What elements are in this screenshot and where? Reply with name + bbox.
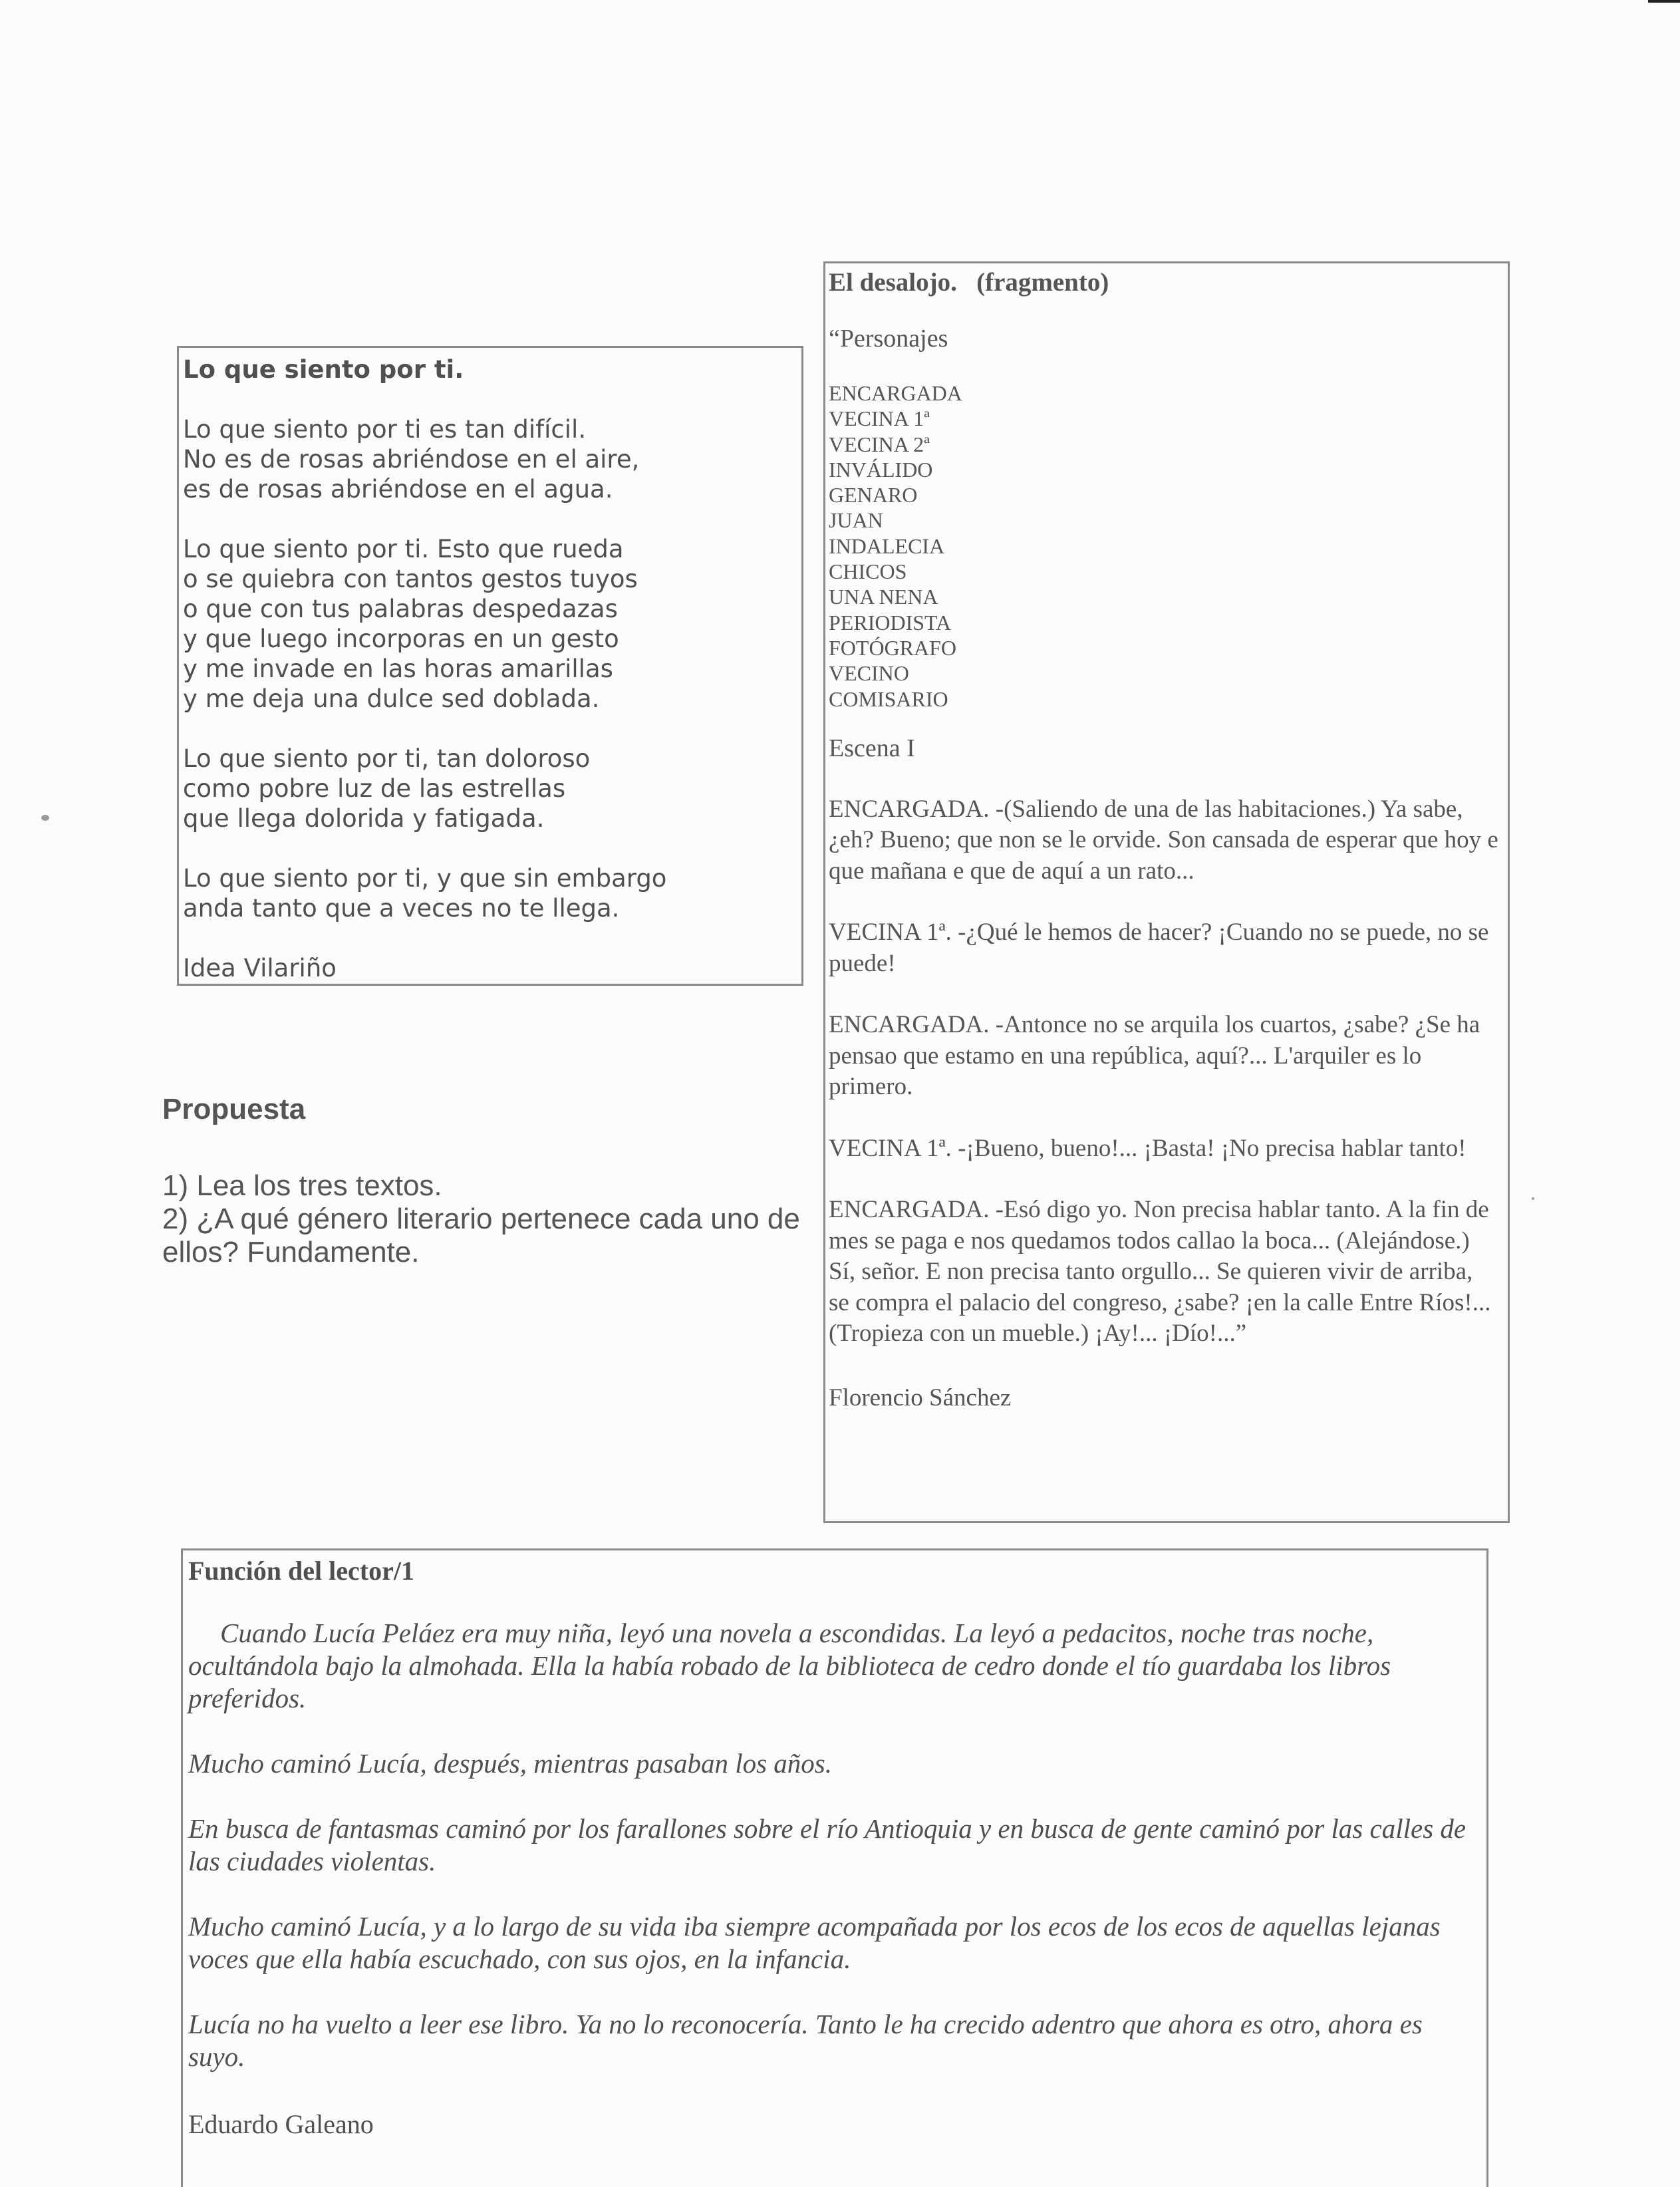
cast-item: JUAN: [829, 508, 883, 533]
reader-paragraph: Mucho caminó Lucía, después, mientras pasaban los años.: [188, 1748, 833, 1779]
scan-edge-mark: [1648, 0, 1680, 3]
reader-title: Función del lector/1: [188, 1556, 414, 1586]
cast-item: INVÁLIDO: [829, 457, 933, 482]
poem-line: es de rosas abriéndose en el agua.: [183, 475, 613, 504]
poem-stanza: [183, 744, 801, 833]
poem-line: Lo que siento por ti, tan doloroso: [183, 744, 591, 773]
cast-item: VECINA 1ª: [829, 406, 930, 431]
dialogue-line: ENCARGADA. -Esó digo yo. Non precisa hablar tanto. A la fin de mes se paga e nos quedamos todos callao la boca... (Alejándose.) Sí, señor. E non precisa tanto orgullo... Se quieren vivir de arriba, se compra el palacio del congreso, ¿sabe? ¡en la calle Entre Ríos!... (Tropieza con un mueble.) ¡Ay!... ¡Dío!...”: [829, 1196, 1491, 1348]
cast-item: COMISARIO: [829, 686, 948, 711]
cast-item: VECINO: [829, 661, 909, 686]
poem-line: Lo que siento por ti, y que sin embargo: [183, 864, 667, 893]
cast-heading: “Personajes: [829, 325, 948, 353]
cast-item: INDALECIA: [829, 533, 945, 558]
poem-line: anda tanto que a veces no te llega.: [183, 894, 620, 923]
proposal-section: [162, 1091, 801, 1269]
cast-item: UNA NENA: [829, 585, 938, 609]
reader-paragraph: En busca de fantasmas caminó por los farallones sobre el río Antioquia y en busca de gente caminó por las calles de las ciudades violentas.: [188, 1813, 1467, 1876]
reader-paragraph: Cuando Lucía Peláez era muy niña, leyó una novela a escondidas. La leyó a pedacitos, noche tras noche, ocultándola bajo la almohada. Ella la había robado de la biblioteca de cedro donde el tío guardaba los libros preferidos.: [188, 1618, 1391, 1713]
play-title: El desalojo. (fragmento): [829, 268, 1109, 297]
poem-author: Idea Vilariño: [183, 954, 337, 982]
play-box: [823, 261, 1510, 1523]
cast-item: GENARO: [829, 483, 918, 508]
dialogue-line: VECINA 1ª. -¡Bueno, bueno!... ¡Basta! ¡No precisa hablar tanto!: [829, 1134, 1467, 1162]
cast-item: FOTÓGRAFO: [829, 635, 957, 660]
reader-paragraph: Mucho caminó Lucía, y a lo largo de su vida iba siempre acompañada por los ecos de los ecos de aquellas lejanas voces que ella había escuchado, con sus ojos, en la infancia.: [188, 1911, 1441, 1974]
dialogue-line: ENCARGADA. -(Saliendo de una de las habitaciones.) Ya sabe, ¿eh? Bueno; que non se le orvide. Son cansada de esperar que hoy e que mañana e que de aquí a un rato...: [829, 795, 1498, 885]
poem-line: o se quiebra con tantos gestos tuyos: [183, 565, 638, 593]
poem-stanza: [183, 863, 801, 923]
proposal-item: 1) Lea los tres textos.: [162, 1169, 442, 1202]
poem-line: y me deja una dulce sed doblada.: [183, 684, 600, 713]
proposal-heading: Propuesta: [162, 1093, 306, 1125]
reader-box: [181, 1548, 1488, 2187]
proposal-list: [162, 1169, 801, 1269]
scan-speck: [1532, 1197, 1534, 1200]
poem-line: No es de rosas abriéndose en el aire,: [183, 445, 640, 474]
cast-item: VECINA 2ª: [829, 432, 930, 456]
cast-item: PERIODISTA: [829, 610, 952, 635]
poem-line: y me invade en las horas amarillas: [183, 655, 613, 683]
play-author: Florencio Sánchez: [829, 1384, 1012, 1411]
reader-paragraph: Lucía no ha vuelto a leer ese libro. Ya no lo reconocería. Tanto le ha crecido adentro que ahora es otro, ahora es suyo.: [188, 2009, 1423, 2072]
scene-heading: Escena I: [829, 734, 915, 762]
cast-item: CHICOS: [829, 559, 907, 584]
poem-line: o que con tus palabras despedazas: [183, 595, 618, 623]
cast-list: [829, 380, 1508, 712]
dialogue-line: ENCARGADA. -Antonce no se arquila los cuartos, ¿sabe? ¿Se ha pensao que estamo en una república, aquí?... L'arquiler es lo primero.: [829, 1011, 1480, 1101]
poem-line: Lo que siento por ti. Esto que rueda: [183, 535, 624, 563]
reader-author: Eduardo Galeano: [188, 2109, 374, 2139]
poem-stanza: [183, 534, 801, 714]
cast-item: ENCARGADA: [829, 381, 962, 405]
poem-stanza: [183, 414, 801, 504]
poem-line: Lo que siento por ti es tan difícil.: [183, 415, 587, 444]
dialogue-line: VECINA 1ª. -¿Qué le hemos de hacer? ¡Cuando no se puede, no se puede!: [829, 919, 1489, 977]
scan-speck: [41, 815, 49, 821]
proposal-item: 2) ¿A qué género literario pertenece cada uno de ellos? Fundamente.: [162, 1203, 800, 1268]
poem-box: [177, 346, 803, 986]
poem-line: y que luego incorporas en un gesto: [183, 625, 619, 653]
poem-line: como pobre luz de las estrellas: [183, 774, 566, 803]
poem-title: Lo que siento por ti.: [183, 355, 464, 384]
poem-line: que llega dolorida y fatigada.: [183, 804, 545, 833]
